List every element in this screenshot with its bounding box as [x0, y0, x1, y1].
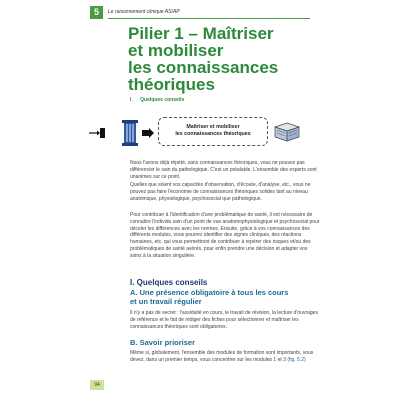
heading-a-line-1: A. Une présence obligatoire à tous les cours	[130, 288, 289, 297]
arrow-box-icon	[88, 126, 106, 140]
header-rule	[108, 18, 310, 19]
chapter-number-badge: 5	[90, 6, 103, 19]
heading-a-line-2: et un travail régulier	[130, 297, 202, 306]
paragraph-5-text: Même si, globalement, l'ensemble des modules de formation sont importants, vous devez, dans un premier temps, vous concentrer sur les modules 1 et 3	[130, 350, 314, 363]
running-title: Le raisonnement clinique AS/AP	[108, 9, 180, 15]
paragraph-3: Pour contribuer à l'identification d'une problématique de santé, il est nécessaire de connaître l'individu sain d'un point de vue anatomophysiologique et psychosocial pour déceler les différences avec les normes. Ensuite, grâce à vos connaissances des différents modules, vous pourrez identifier des signes cliniques, des réactions humaines, etc. qui vous permettront de contribuer à repérer des risques et/ou des problématiques de santé avérés, pour enfin prendre une décision et adapter vos soins à la situation singulière.	[130, 212, 320, 259]
heading-presence-obligatoire	[130, 288, 330, 306]
paragraph-4: Il n'y a pas de secret : l'assiduité en cours, le travail de révision, la lecture d'ouvrages de référence et le fait de rédiger des fiches pour sélectionner et maîtriser les connaissances théoriques sont obligatoires.	[130, 310, 318, 330]
open-book-icon	[273, 119, 301, 145]
heading-quelques-conseils: I. Quelques conseils	[130, 278, 208, 287]
pillar-title-line-3: les connaissances	[128, 58, 279, 77]
pillar-diagram	[88, 114, 328, 152]
diagram-label-line-1: Maîtriser et mobiliser	[186, 124, 240, 130]
pillar-title-line-4: théoriques	[128, 75, 215, 94]
pillar-icon	[122, 120, 138, 146]
paragraph-1: Nous l'avons déjà répété, sans connaissances théoriques, vous ne pouvez pas différencier le sain du pathologique. C'est un préalable. L'ensemble des experts sont unanimes sur ce point.	[130, 160, 317, 180]
heading-savoir-prioriser: B. Savoir prioriser	[130, 338, 196, 347]
diagram-label-box	[158, 117, 268, 146]
pillar-title-line-2: et mobiliser	[128, 41, 224, 60]
section-title: Quelques conseils	[140, 97, 185, 103]
pillar-title	[128, 25, 318, 93]
section-number: I.	[130, 97, 133, 103]
running-header	[90, 6, 310, 19]
paragraph-2: Quelles que soient vos capacités d'observation, d'écoute, d'analyse, etc., vous ne pouvez pas faire l'économie de connaissances théoriques solides tant au niveau anatomique, physiologique, psychosocial que pathologique.	[130, 182, 311, 202]
page-number: 94	[90, 380, 104, 390]
paragraph-5	[130, 350, 322, 364]
arrow-right-icon	[142, 128, 154, 138]
diagram-label-line-2: les connaissances théoriques	[175, 131, 251, 137]
figure-reference-link[interactable]: (fig. 5.2)	[287, 356, 306, 363]
section-heading-small	[130, 97, 184, 103]
pillar-title-line-1: Pilier 1 – Maîtriser	[128, 24, 274, 43]
